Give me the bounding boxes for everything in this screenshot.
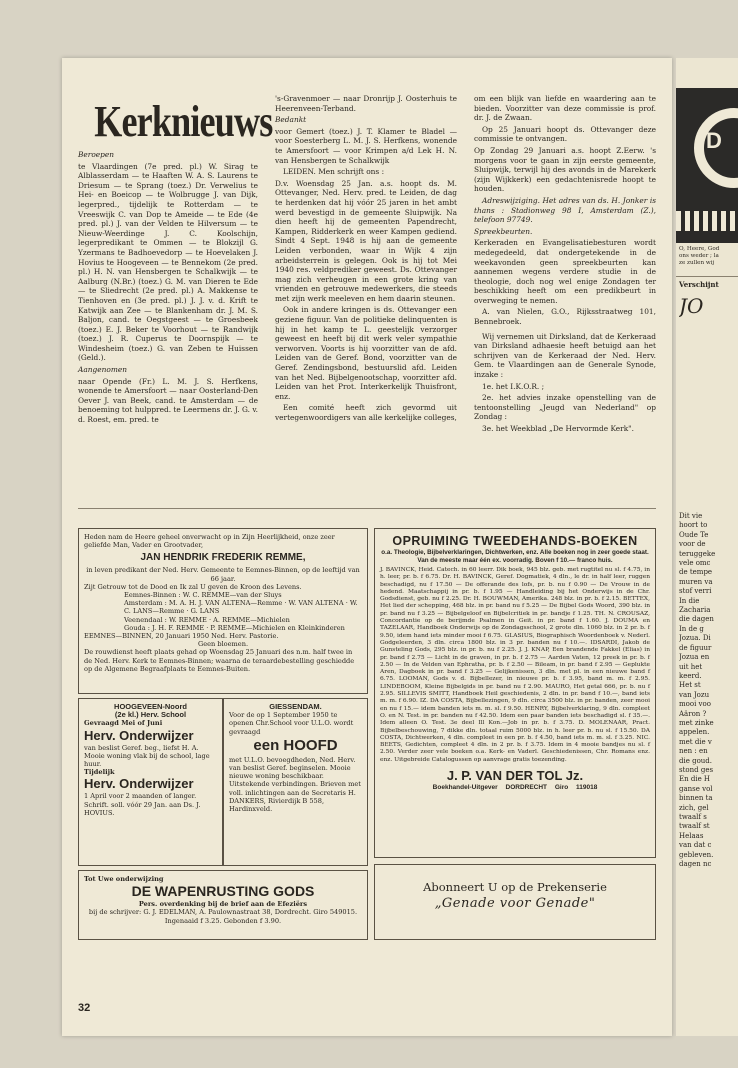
text-line: stof verri <box>679 587 712 596</box>
text-line: Jozua en <box>679 653 710 662</box>
text-line: teruggeke <box>679 549 716 558</box>
text-line: nen : en <box>679 747 708 756</box>
paragraph: Op 25 Januari hoopt ds. Ottevanger deze commissie te ontvangen. <box>474 124 656 144</box>
adjacent-page <box>676 58 738 1036</box>
text-line: appelen. <box>679 728 710 737</box>
subscribe-line-2: „Genade voor Genade" <box>434 896 596 911</box>
notice-service: De rouwdienst heeft plaats gehad op Woensdag 25 Januari des n.m. half twee in de Ned. Herv. Kerk te Eemnes-Binnen; waarna de teraardebestelling geschiedde op de Algemene Begraafplaats te Eemnes-Buiten. <box>84 648 355 673</box>
section-heading-beroepen: Beroepen <box>78 150 115 159</box>
notice-family: Amsterdam : M. A. H. J. VAN ALTENA—Remme · W. VAN ALTENA · W. C. LANS—Remme · G. LANS <box>124 599 358 616</box>
notice-sub: in leven predikant der Ned. Herv. Gemeente te Eemnes-Binnen, op de leeftijd van 66 jaar. <box>86 566 360 583</box>
text-line: die dagen <box>679 615 714 624</box>
notice-verse: Zijt Getrouw tot de Dood en Ik zal U geven de Kroon des Levens. <box>84 582 302 591</box>
notice-family: Gouda : J. H. F. REMME · P. REMME—Michielen en Kleinkinderen <box>124 623 345 632</box>
text-line: met zinke <box>679 718 714 727</box>
text-line: van Jozu <box>679 690 710 699</box>
ad-title-2: Herv. Onderwijzer <box>84 776 194 792</box>
section-heading-bedankt: Bedankt <box>275 115 307 125</box>
text-line: hoort to <box>679 521 708 530</box>
text-line: de figuur <box>679 643 712 652</box>
caption-line: ze zullen wij <box>679 260 715 266</box>
paragraph: 1e. het I.K.O.R. ; <box>482 381 545 391</box>
paragraph: Kerkeraden en Evangelisatiebesturen wordt medegedeeld, dat ondergetekende in de weekavonden geen spreekbeurten kan aannemen wegens verdere studie in de theologie, doch nog wel enige Zondagen ter beschikking heeft om een predikbeurt in overweging te nemen. <box>474 238 656 305</box>
paragraph: naar Opende (Fr.) L. M. J. S. Herfkens, wonende te Amersfoort — naar Oosterland-Den Oever J. van Beek, cand. te Amsterdam — de benoeming tot hulppred. te Leermens dr. J. G. v. d. Roest, em. pred. te <box>78 376 258 425</box>
ad-request: Gevraagd Mei of Juni <box>84 719 163 728</box>
photo-caption <box>679 246 737 267</box>
notice-name: JAN HENDRIK FREDERIK REMME, <box>140 552 306 564</box>
bars-pattern <box>676 211 738 231</box>
ad-text: van beslist Geref. beg., liefst H. A. Mooie woning vlak bij de school, lage huur. <box>84 743 210 769</box>
notice-family: Eemnes-Binnen : W. C. REMME—van der Sluys <box>124 591 282 600</box>
section-heading-aangenomen: Aangenomen <box>78 365 127 375</box>
paragraph: Op Zondag 29 Januari a.s. hoopt Z.Eerw. 's morgens voor te gaan in zijn eerste gemeente, Sluipwijk, terwijl hij des avonds in de Marekerk (zijn Wijkkerk) een gedachtenisrede hoopt te houden. <box>474 145 656 194</box>
ad-head: HOOGEVEEN-Noord <box>114 702 187 711</box>
caption-line: ons weder ; la <box>679 253 719 259</box>
paragraph: 3e. het Weekblad „De Hervormde Kerk". <box>482 424 634 433</box>
notice-place: EEMNES—BINNEN, 20 Januari 1950 Ned. Herv. Pastorie. <box>84 632 279 641</box>
books-seller: J. P. VAN DER TOL Jz. <box>446 768 584 784</box>
ad-hoogeveen <box>78 698 223 866</box>
paragraph: Wij vernemen uit Dirksland, dat de Kerkeraad van Dirksland adhaesie heeft betuigd aan het schrijven van de Kerkeraad der Ned. Herv. Gem. te Vlaardingen aan de Generale Synode, inzake : <box>474 331 656 380</box>
right-text-lines <box>679 512 737 869</box>
ad-text-2: met U.L.O. bevoegdheden, Ned. Herv. van beslist Geref. beginselen. Mooie nieuwe woning beschikbaar. Uitstekende verbindingen. Brieven met voll. inlichtingen aan de Secretaris H. DANKERS, Rivierdijk B 558, Hardinxveld. <box>229 755 361 814</box>
ad-sub: (2e kl.) Herv. School <box>114 710 187 720</box>
text-line: zich, gel <box>679 803 709 812</box>
ad-head: GIESSENDAM. <box>269 702 322 711</box>
caption-line: O, Heere, God <box>679 246 720 252</box>
text-line: Aäron ? <box>679 709 707 718</box>
text-line: Helaas <box>679 831 704 840</box>
text-line: met die v <box>679 737 712 746</box>
text-line: gebleven. <box>679 850 714 859</box>
paragraph: 2e. het advies inzake openstelling van de tentoonstelling „Jeugd van Nederland" op Zondag : <box>474 393 656 422</box>
ad-title: DE WAPENRUSTING GODS <box>131 883 315 900</box>
ad-text: Voor de op 1 September 1950 te openen Chr.School voor U.L.O. wordt gevraagd <box>229 711 354 736</box>
ad-giessendam <box>223 698 368 866</box>
ad-wapenrusting <box>78 870 368 940</box>
text-line: Oude Te <box>679 530 709 539</box>
text-line: voor de <box>679 540 706 549</box>
page-number: 32 <box>78 1002 91 1014</box>
ad-text-2: 1 April voor 2 maanden of langer. Schrift. soll. vóór 29 Jan. aan Ds. J. HOVIUS. <box>84 792 201 817</box>
books-title: OPRUIMING TWEEDEHANDS-BOEKEN <box>392 534 638 548</box>
text-line: mooi voo <box>679 700 711 709</box>
notice-flowers: Geen bloemen. <box>197 640 249 649</box>
text-line: keerd. <box>679 671 702 680</box>
subscribe-line-1: Abonneert U op de Prekenserie <box>423 880 607 894</box>
notice-family: Veenendaal : W. REMME · A. REMME—Michielen <box>124 615 290 624</box>
right-heading: Verschijnt <box>679 280 719 289</box>
text-line: twaalf s <box>679 813 707 821</box>
paragraph: LEIDEN. Men schrijft ons : <box>283 167 385 177</box>
text-line: Zacharia <box>679 606 711 615</box>
divider <box>78 508 656 509</box>
text-line: twaalf st <box>679 822 710 831</box>
column-3 <box>474 94 656 436</box>
text-line: ganse vol <box>679 784 713 793</box>
books-list: J. BAVINCK, Heid. Catech. in 60 leerr. Dik boek, 945 blz. geb. met rugtitel nu sl. f 4.75, in h. leer, pr. b. f 6.75. Dr. H. BAVINCK, Geref. Dogmatiek, 4 dln., le dr. in half leer, ruggen beschadigd, nu f 17.50 — De offerande des lofs, pr. b. nu f 0.90 — De Vrouw in de hedend. Maatschappij in pr. b. f 1.95 — Handleiding bij het Onderwijs in de Chr. Godsdienst, geb. nu f 2.25. Dr. H. BOUWMAN, Amerika. 248 blz. in pr. b. f 2.15. BETTEX, Het lied der schepping, 468 blz. in pr. band nu f 5.25 — De Bijbel Gods Woord, 390 blz. in pr. band nu f 3.25 — Bijbelgeloof en Bijbelcritiek in pr. bandje f 1.25. TH. N. CROUSAZ, Concordantie op de berijmde Psalmen in Geit. in pr. band f 1.60. J. DOUMA en TAZELAAR, Handboek Onderwijs op de Zondagsschool, 2 grote dln. 1060 blz. in 2 pr. b. f 9.50, idem hand iets minder mooi f 6.75. GLASIUS, Biographisch Woordenboek v. Nederl. Godgeleerden, 3 dln. circa 1800 blz. in 3 pr. banden nu f 10.—. IDSARDI, Jakob de Gunsteling Gods, 295 blz. in pr. b. nu f 2.25. J. J. KNAP, Een brandende Fakkel (Elias) in pr. band f 2.75 — Licht in de graven, in pr. b. f 2.75 — Aarden Vaten, 12 preek in pr. b. f 2.50 — In de Velden van Ephratha, pr. b. f 2.50 — Bileam, in pr. band f 2.95 — Geplukte Aren, Dagboek in pr. band f 3.25 — Gelijkenissen, 3 dln. met pl. in een nieuwe band f 6.75. LOOMAN, Gods v. d. Bijbellezer, in nieuwe pr. b. f 3.95, band m. m. f 2.95. LINDEBOOM, Kleine Bijbelgids in pr. band nu f 2.90. MAURO, Het getal 666, pr. b. nu f 2.95. SILLEVIS SMITT, Handboek Heil geschiedenis, 2 dln. in pr. band f 10.—, band iets m. m. f 6.90. IZ. DA COSTA, Bijbellezingen, 9 dln. circa 3500 blz. in pr. banden, zeer mooi en nu f 15.— idem banden iets m. m. sl. f 9.50. HENRY, Bijbelverklaring, 9 dln. compleet O. en N. Test. in pr. banden nu f 42.50. Idem een paar banden iets beschadigd sl. f 35.—. Idem alleen O. Test. 3e deel Ill Kon.—Job in pr. b. f 3.75. D. MOLENAAR, Pract. Bijbelbeschouwing, 7 dikke dln. totaal ruim 5000 blz. in h. leer pr. b. nu sl. f 15.50. DA COSTA, Dichtwerken, 4 dln. compleet in een pr. b. f 4.50, band iets m. m. sl. f 3.25. NIC. BEETS, Gedichten, compleet 4 dln. in 2 pr. b. f 3.75. Idem in 4 mooie bandjes nu sl. f 2.50. Verder zeer vele boeken o.a. Kerk- en Vaderl. Geschiedenissen, Chr. Romans enz. enz. Uitgebreide Catalogussen op aanvrage gratis toezending. <box>380 567 650 763</box>
text-line: de tempe <box>679 568 713 577</box>
text-line: vele omc <box>679 559 711 568</box>
text-line: Jozua. Di <box>679 634 711 643</box>
magazine-page <box>62 58 672 1036</box>
paragraph: 's-Gravenmoer — naar Dronrijp J. Oosterhuis te Heerenveen-Terband. <box>275 94 457 113</box>
masthead: Kerknieuws <box>94 97 273 146</box>
text-line: stond ges <box>679 765 714 774</box>
column-2 <box>275 94 457 425</box>
text-line: In de g <box>679 624 704 633</box>
ad-title: een HOOFD <box>253 736 338 754</box>
ad-text: bij de schrijver: G. J. EDELMAN, A. Paulownastraat 38, Dordrecht. Giro 549015. Ingenaaid f 3.25. Gebonden f 3.90. <box>88 908 358 925</box>
text-line: In die <box>679 596 700 605</box>
section-heading-spreekbeurten: Spreekbeurten. <box>474 226 533 236</box>
death-notice <box>78 528 368 694</box>
books-seller-line: Boekhandel-Uitgever DORDRECHT Giro 119018 <box>432 784 598 792</box>
text-line: Het st <box>679 681 701 690</box>
text-line: dagen nc <box>679 860 712 869</box>
ad-title: Herv. Onderwijzer <box>84 727 194 743</box>
right-title: JO <box>679 294 704 318</box>
paragraph: te Vlaardingen (7e pred. pl.) W. Sirag te Alblasserdam — te Haaften W. A. S. Laurens te Driesum — te Sprang (toez.) Dr. Verwelius te Hei- en Boeicop — te Wolbrugge J. van Dijk, legerpred., tijdelijk te Rotterdam — te Vreeswijk C. van Dop te Ameide — te Ede (4e pred. pl.) J. van der Velden te Hilversum — te Nieuw-Weerdinge J. C. Koolschijn, legerpredikant te Ommen — te Blokzijl G. Yzermans te Badhoevedorp — te Hoevelaken J. Hovius te Hoogeveen — te Bennekom (2e pred. pl.) H. N. van Hensbergen te Schalkwijk — te Aalburg (N.Br.) (toez.) G. M. van Dieren te Ede — te Sliedrecht (2e pred. pl.) A. Makkense te Tienhoven en (3e pred. pl.) J. J. v. d. Krift te Katwijk aan Zee — te Blankenham dr. J. M. S. Baljon, cand. te Oegstgeest — te Groesbeek (toez.) E. J. Beker te Voorhout — te Randwijk (toez.) J. R. Cuperus te Doornspijk — te Windesheim (toez.) G. van Zeben te Huissen (Geld.). <box>78 161 258 363</box>
text-line: die goud. <box>679 756 712 765</box>
paragraph: Een comité heeft zich gevormd uit vertegenwoordigers van alle kerkelijke colleges, <box>275 403 457 422</box>
paragraph: D.v. Woensdag 25 Jan. a.s. hoopt ds. M. Ottevanger, Ned. Herv. pred. te Leiden, de dag te herdenken dat hij vóór 25 jaren in het ambt werd bevestigd in de gemeente Sluipwijk. Na dien heeft hij de gemeenten Papendrecht, Kampen, Ridderkerk en weer Kampen gediend. Sindt 4 Sept. 1948 is hij aan de gemeente Leiden verbonden, waar in Wijk 4 zijn arbeidsterrein is gelegen. Ook is hij tot Mei 1940 res. veldprediker geweest. Ds. Ottevanger mag zich verheugen in een grote kring van vrienden en getrouwe medewerkers, die steeds met zijn werk meeleven en hem daarin steunen. <box>275 178 457 303</box>
divider <box>676 276 738 277</box>
photo-letter: D <box>706 128 722 153</box>
text-line: muren va <box>679 577 713 586</box>
paragraph: Ook in andere kringen is ds. Ottevanger een geziene figuur. Van de politieke delinquenten is hij in het kamp te L. geestelijk verzorger geweest en heeft bij dit werk veler sympathie verworven. Voorts is hij voorzitter van de afd. Leiden van de Geref. Bond, voorzitter van de Geref. Zendingsbond, bestuurslid afd. Leiden van het Ned. Bijbelgenootschap, voorzitter afd. Leiden van het Prot. Interkerkelijk Thuisfront, enz. <box>275 305 457 401</box>
ad-pre: Tot Uwe onderwijzing <box>84 875 164 883</box>
cover-photo <box>676 88 738 243</box>
text-line: binnen ta <box>679 794 713 803</box>
paragraph: Adreswijziging. Het adres van ds. H. Jonker is thans : Stadionweg 98 I, Amsterdam (Z.), telefoon 97749. <box>474 195 656 225</box>
text-line: uit het <box>679 662 703 671</box>
ad-books <box>374 528 656 858</box>
subscribe-box <box>374 864 656 940</box>
paragraph: A. van Nielen, G.O., Rijksstraatweg 101, Bennebroek. <box>474 307 656 327</box>
paragraph: voor Gemert (toez.) J. T. Klamer te Bladel — voor Soesterberg L. M. J. S. Herfkens, wonende te Amersfoort — voor Krimpen a/d Lek H. N. van Hensbergen te Schalkwijk <box>275 126 457 165</box>
books-sub: o.a. Theologie, Bijbelverklaringen, Dichtwerken, enz. Alle boeken nog in zeer goede staat. Van de meeste maar één ex. voorradig. Boven f 10.— franco huis. <box>381 549 649 564</box>
text-line: van dat c <box>679 841 712 850</box>
column-1 <box>78 94 273 427</box>
text-line: Dit vie <box>679 512 703 520</box>
paragraph: om een blijk van liefde en waardering aan te bieden. Voorzitter van deze commissie is prof. dr. J. de Zwaan. <box>474 94 656 123</box>
ad-tijdelijk: Tijdelijk <box>84 768 115 777</box>
text-line: En die H <box>679 775 711 784</box>
notice-intro: Heden nam de Heere geheel onverwacht op in Zijn Heerlijkheid, onze zeer geliefde Man, Vader en Grootvader, <box>84 533 335 550</box>
ad-sub: Pers. overdenking bij de brief aan de Efeziërs <box>138 900 308 909</box>
